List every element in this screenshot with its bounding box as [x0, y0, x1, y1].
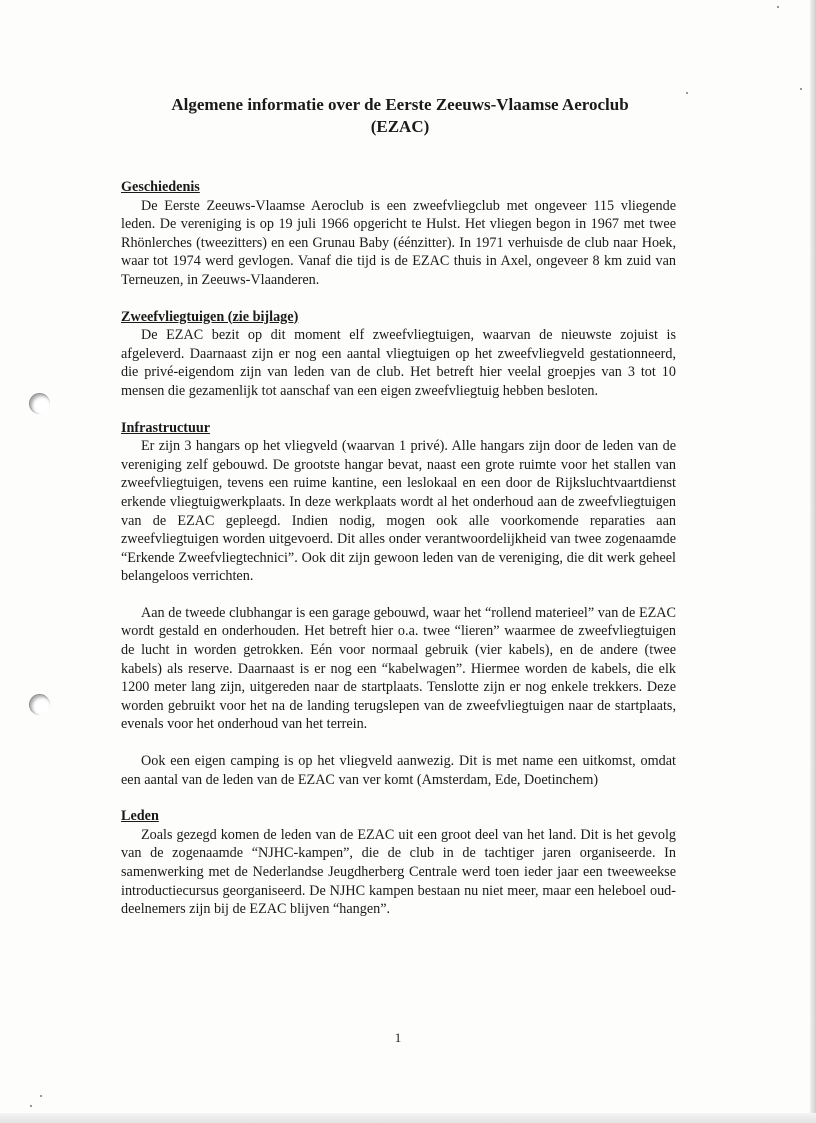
punch-hole-icon	[29, 694, 50, 715]
section-heading: Infrastructuur	[121, 419, 211, 436]
section-heading: Zweefvliegtuigen (zie bijlage)	[121, 308, 299, 325]
section-zweefvliegtuigen	[121, 308, 676, 401]
scan-speck	[777, 6, 779, 8]
paragraph: Zoals gezegd komen de leden van de EZAC uit een groot deel van het land. Dit is het gevolg van de zogenaamde “NJHC-kampen”, die de club in de tachtiger jaren organiseerde. In samenwerking met de Nederlandse Jeugdherberg Centrale werd toen ieder jaar een tweeweekse introductiecursus georganiseerd. De NJHC kampen bestaan nu niet meer, maar een heleboel oud-deelnemers zijn bij de EZAC blijven “hangen”.	[121, 826, 676, 918]
title-line-1: Algemene informatie over de Eerste Zeeuws-Vlaamse Aeroclub	[171, 95, 629, 114]
section-geschiedenis	[121, 178, 676, 290]
paragraph: De Eerste Zeeuws-Vlaamse Aeroclub is een zweefvliegclub met ongeveer 115 vliegende leden. De vereniging is op 19 juli 1966 opgericht te Hulst. Het vliegen begon in 1967 met twee Rhönlerches (tweezitters) en een Grunau Baby (éénzitter). In 1971 verhuisde de club naar Hoek, waar tot 1974 werd gevlogen. Vanaf die tijd is de EZAC thuis in Axel, ongeveer 8 km zuid van Terneuzen, in Zeeuws-Vlaanderen.	[121, 197, 676, 288]
scan-speck	[40, 1095, 42, 1097]
paper-bottom-edge	[0, 1113, 816, 1123]
section-infrastructuur	[121, 419, 676, 790]
scan-speck	[686, 92, 688, 94]
paragraph: Er zijn 3 hangars op het vliegveld (waarvan 1 privé). Alle hangars zijn door de leden van de vereniging zelf gebouwd. De grootste hangar bevat, naast een grote ruimte voor het stallen van zweefvliegtuigen, tevens een ruime kantine, een leslokaal en een door de Rijksluchtvaartdienst erkende vliegtuigwerkplaats. In deze werkplaats wordt al het onderhoud aan de zweefvliegtuigen van de EZAC gepleegd. Indien nodig, mogen ook alle voorkomende reparaties aan zweefvliegtuigen worden uitgevoerd. Dit alles onder verantwoordelijkheid van twee zogenaamde “Erkende Zweefvliegtechnici”. Ook dit zijn gewoon leden van de vereniging, die dit werk geheel belangeloos verrichten.	[121, 438, 676, 585]
page-number: 1	[394, 1030, 402, 1045]
paragraph: De EZAC bezit op dit moment elf zweefvliegtuigen, waarvan de nieuwste zojuist is afgeleverd. Daarnaast zijn er nog een aantal vliegtuigen op het zweefvliegveld gestationneerd, die privé-eigendom zijn van leden van de club. Het betreft hier veelal groepjes van 3 tot 10 mensen die gezamenlijk tot aanschaf van een eigen zweefvliegtuig hebben besloten.	[121, 327, 676, 399]
paragraph: Aan de tweede clubhangar is een garage gebouwd, waar het “rollend materieel” van de EZAC wordt gestald en onderhouden. Het betreft hier o.a. twee “lieren” waarmee de zweefvliegtuigen de lucht in worden getrokken. Eén voor normaal gebruik (vier kabels), en de andere (twee kabels) als reserve. Daarnaast is er nog een “kabelwagen”. Hiermee worden de kabels, die elk 1200 meter lang zijn, uitgereden naar de startplaats. Tenslotte zijn er nog enkele trekkers. Deze worden gebruikt voor het na de landing terugslepen van de zweefvliegtuigen naar de startplaats, evenals voor het onderhoud van het terrein.	[121, 604, 676, 733]
title-line-2: (EZAC)	[370, 117, 430, 136]
section-leden	[121, 807, 676, 919]
paper-edge-shadow	[810, 0, 816, 1123]
section-heading: Leden	[121, 808, 159, 825]
scan-speck	[30, 1105, 32, 1107]
document-title	[120, 94, 680, 138]
punch-hole-icon	[29, 393, 50, 414]
scan-speck	[800, 88, 802, 90]
document-body	[121, 178, 676, 919]
paragraph: Ook een eigen camping is op het vliegveld aanwezig. Dit is met name een uitkomst, omdat een aantal van de leden van de EZAC van ver komt (Amsterdam, Ede, Doetinchem)	[121, 753, 676, 788]
section-heading: Geschiedenis	[121, 179, 200, 195]
